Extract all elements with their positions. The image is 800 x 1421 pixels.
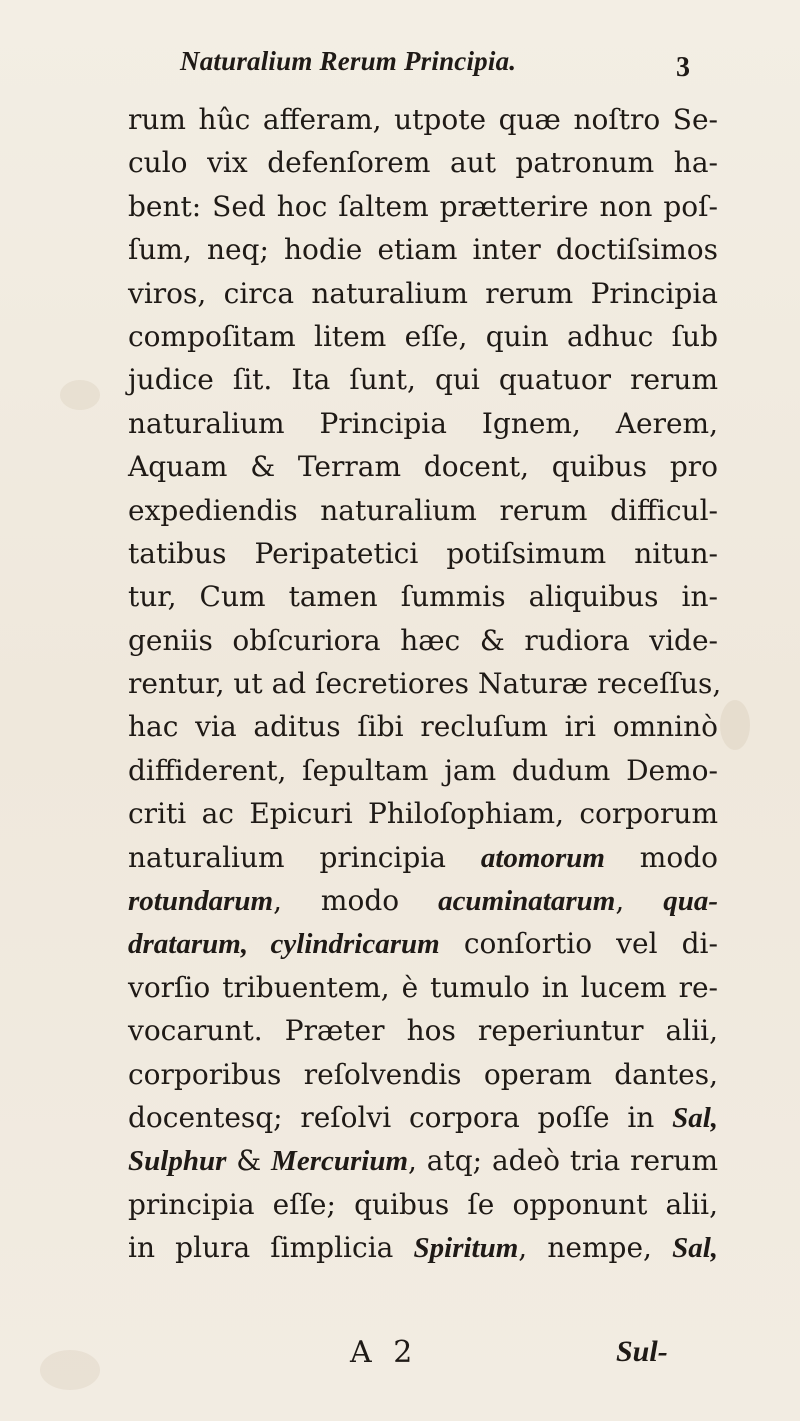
page-number: 3 [676, 52, 690, 83]
text-run: compoſitam litem eſſe, quin adhuc ſub [128, 319, 718, 353]
text-run: tur, Cum tamen ſummis aliquibus in- [128, 580, 718, 614]
text-line [128, 489, 718, 532]
text-line [128, 922, 718, 965]
text-run: vorſio tribuentem, è tumulo in lucem re- [128, 970, 718, 1004]
text-run: , modo [273, 884, 439, 918]
text-line [128, 1226, 718, 1269]
text-line [128, 402, 718, 445]
text-run: viros, circa naturalium rerum Principia [128, 276, 718, 310]
text-run: conſortio vel di- [439, 927, 718, 961]
text-run: tatibus Peripatetici potiſsimum nitun- [128, 536, 718, 570]
text-run: judice ſit. Ita ſunt, qui quatuor rerum [128, 363, 718, 397]
text-run: , nempe, [518, 1231, 673, 1265]
running-head: Naturalium Rerum Principia. [180, 46, 517, 76]
text-line [128, 1096, 718, 1139]
text-line [128, 315, 718, 358]
text-line [128, 879, 718, 922]
italic-run: acuminatarum [438, 885, 616, 918]
text-run: ſum, neq; hodie etiam inter doctiſsimos [128, 233, 718, 267]
text-run: modo [604, 840, 719, 874]
text-line [128, 1139, 718, 1182]
paper-stain [60, 380, 100, 410]
text-run: geniis obſcuriora hæc & rudiora vide- [128, 623, 718, 657]
text-run: hac via aditus ſibi recluſum iri omninò [128, 710, 718, 744]
text-line [128, 966, 718, 1009]
text-run: vocarunt. Præter hos reperiuntur alii, [128, 1014, 718, 1048]
text-line [128, 575, 718, 618]
text-line [128, 1053, 718, 1096]
text-line [128, 358, 718, 401]
text-run: & [226, 1144, 272, 1178]
text-line [128, 228, 718, 271]
text-run: rentur, ut ad ſecretiores Naturæ receſſus, [128, 667, 722, 701]
italic-run: Mercurium [271, 1145, 409, 1178]
text-run: rum hûc afferam, utpote quæ noſtro Se- [128, 103, 718, 136]
text-line [128, 792, 718, 835]
text-line [128, 532, 718, 575]
text-line [128, 141, 718, 184]
text-line [128, 1009, 718, 1052]
text-line [128, 98, 718, 141]
italic-run: atomorum [480, 841, 605, 874]
text-line [128, 662, 722, 705]
italic-run: Sal, [672, 1232, 719, 1265]
text-run: expediendis naturalium rerum difficul- [128, 493, 718, 527]
text-line [128, 272, 718, 315]
text-run: docentesq; reſolvi corpora poſſe in [128, 1100, 673, 1134]
text-run: bent: Sed hoc ſaltem prætterire non poſ- [128, 189, 718, 223]
signature-mark: A 2 [350, 1335, 419, 1370]
paper-stain [720, 700, 750, 750]
text-line [128, 705, 718, 748]
body-text [128, 98, 722, 1270]
page-footer [0, 1335, 800, 1375]
text-line [128, 185, 718, 228]
text-line [128, 1183, 718, 1226]
text-run: diffiderent, ſepultam jam dudum Demo- [128, 753, 718, 787]
text-run: , [615, 884, 664, 918]
italic-run: Spiritum [413, 1232, 519, 1265]
italic-run: rotundarum [128, 885, 274, 918]
text-run: Aquam & Terram docent, quibus pro [128, 450, 718, 484]
text-line [128, 445, 718, 488]
italic-run: qua- [663, 885, 718, 918]
text-line [128, 836, 718, 879]
text-run: , atq; adeò tria rerum [408, 1144, 718, 1178]
text-line [128, 619, 718, 662]
text-run: naturalium Principia Ignem, Aerem, [128, 406, 718, 440]
text-run: principia eſſe; quibus ſe opponunt alii, [128, 1187, 718, 1221]
catchword: Sul- [616, 1335, 668, 1368]
italic-run: Sulphur [128, 1145, 227, 1178]
italic-run: Sal, [672, 1101, 718, 1134]
text-run: criti ac Epicuri Philoſophiam, corporum [128, 797, 718, 831]
italic-run: dratarum, cylindricarum [128, 928, 440, 961]
text-run: culo vix defenſorem aut patronum ha- [128, 146, 718, 180]
text-run: in plura ſimplicia [128, 1231, 414, 1265]
text-run: corporibus reſolvendis operam dantes, [128, 1057, 718, 1091]
text-line [128, 749, 718, 792]
text-run: naturalium principia [128, 840, 481, 874]
